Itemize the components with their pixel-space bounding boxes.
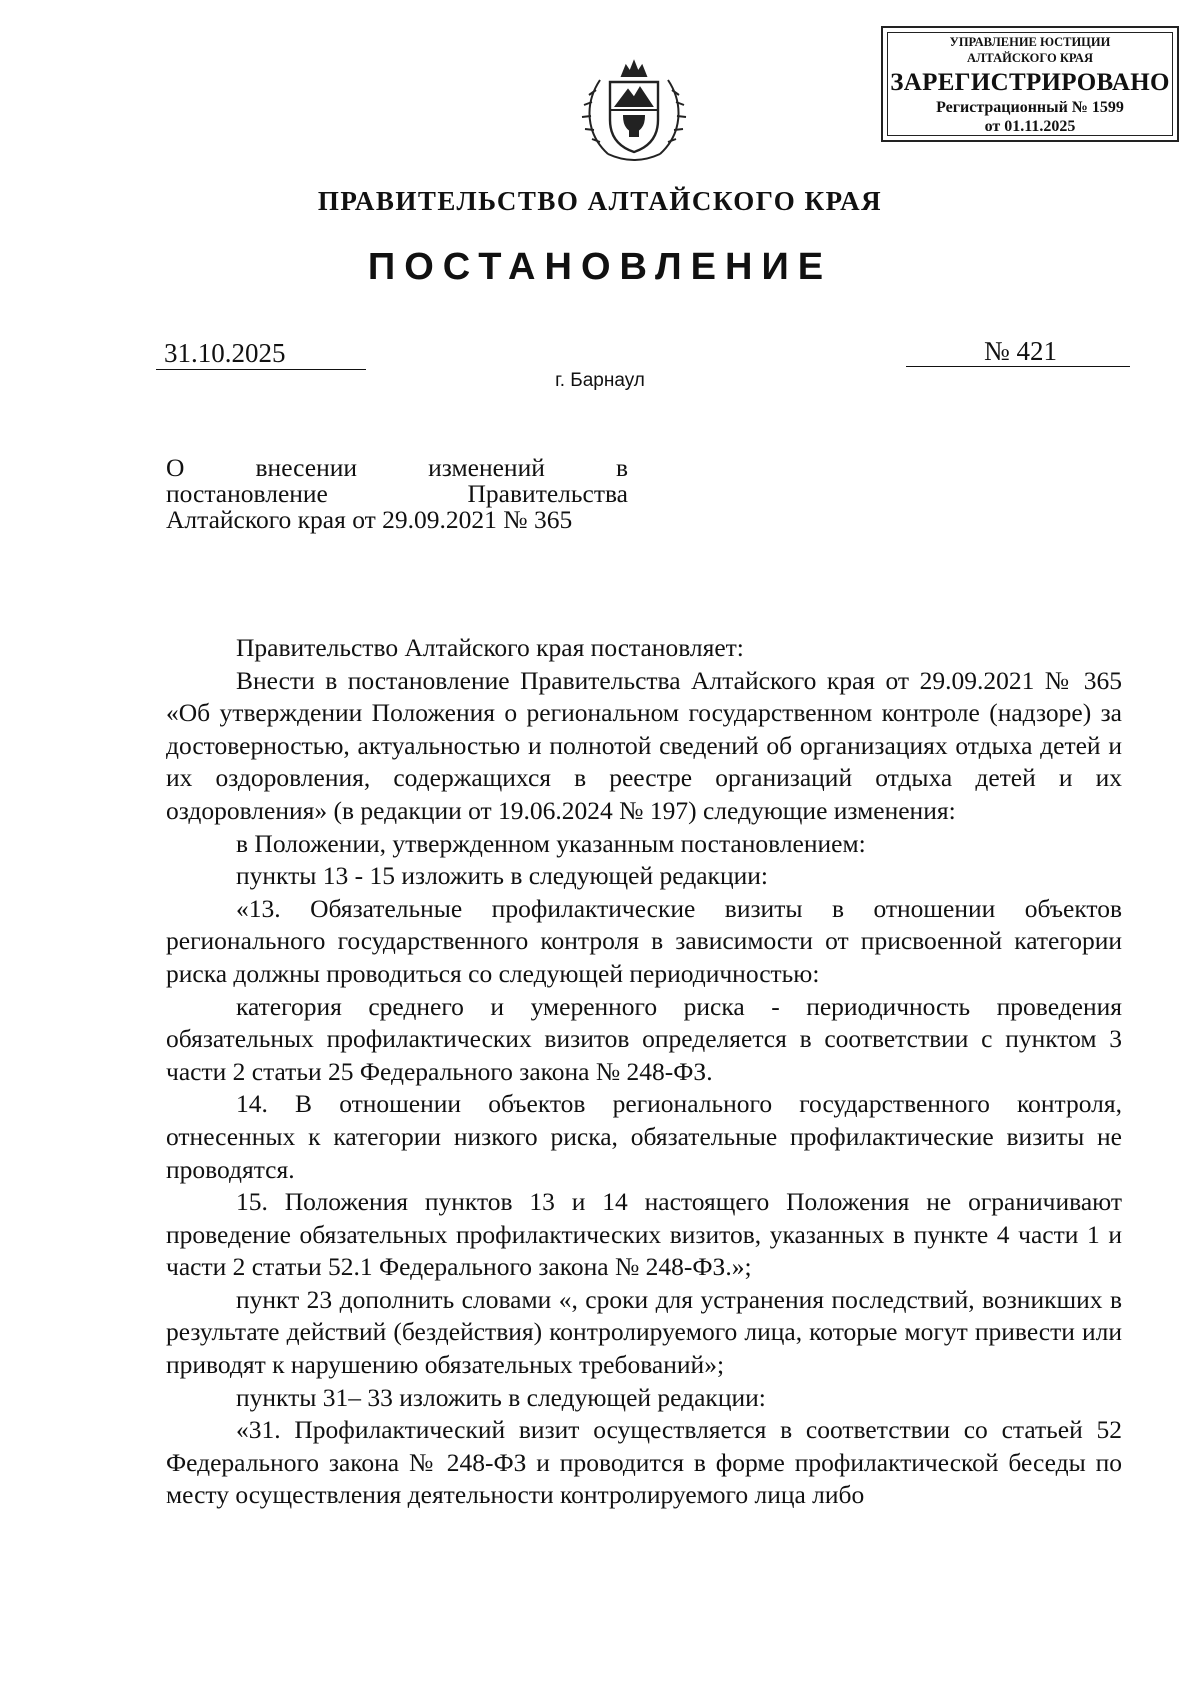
document-body xyxy=(166,632,1122,1512)
document-date: 31.10.2025 xyxy=(164,338,286,368)
government-title: ПРАВИТЕЛЬСТВО АЛТАЙСКОГО КРАЯ xyxy=(317,186,883,216)
body-paragraph: Правительство Алтайского края постановляет: xyxy=(236,633,744,662)
body-paragraph: пункты 31– 33 изложить в следующей редакции: xyxy=(236,1382,766,1412)
body-paragraph: категория среднего и умеренного риска - периодичность проведения обязательных профилактических визитов определяется в соответствии с пунктом 3 части 2 статьи 25 Федерального закона № 248-ФЗ. xyxy=(166,991,1122,1086)
body-paragraph: «13. Обязательные профилактические визиты в отношении объектов регионального государственного контроля в зависимости от присвоенной категории риска должны проводиться со следующей периодичностью: xyxy=(166,893,1122,988)
body-paragraph: пункт 23 дополнить словами «, сроки для устранения последствий, возникших в результате действий (бездействия) контролируемого лица, которые могут привести или приводят к нарушению обязательных требований»; xyxy=(166,1284,1122,1380)
body-paragraph: пункты 13 - 15 изложить в следующей редакции: xyxy=(236,861,768,891)
city: г. Барнаул xyxy=(555,370,645,391)
body-paragraph: 15. Положения пунктов 13 и 14 настоящего Положения не ограничивают проведение обязательных профилактических визитов, указанных в пункте 4 части 1 и части 2 статьи 52.1 Федерального закона № 248-ФЗ.»; xyxy=(166,1187,1122,1282)
number-underline xyxy=(906,366,1130,367)
body-paragraph: 14. В отношении объектов регионального государственного контроля, отнесенных к категории низкого риска, обязательные профилактические визиты не проводятся. xyxy=(166,1089,1122,1184)
stamp-reg-date: от 01.11.2025 xyxy=(984,118,1076,135)
stamp-inner-frame xyxy=(887,32,1173,136)
document-type-title: ПОСТАНОВЛЕНИЕ xyxy=(367,246,833,288)
document-subject xyxy=(166,455,628,533)
registration-stamp xyxy=(881,26,1179,142)
coat-of-arms-icon xyxy=(578,54,690,166)
body-paragraph: Внести в постановление Правительства Алтайского края от 29.09.2021 № 365 «Об утверждении Положения о региональном государственном контроле (надзоре) за достоверностью, актуальностью и полнотой сведений об организациях отдыха детей и их оздоровления, содержащихся в реестре организаций отдыха детей и их оздоровления» (в редакции от 19.06.2024 № 197) следующие изменения: xyxy=(166,665,1122,825)
stamp-status: ЗАРЕГИСТРИРОВАНО xyxy=(890,69,1170,96)
subject-line: О внесении изменений в xyxy=(166,453,628,482)
body-paragraph: в Положении, утвержденном указанным постановлением: xyxy=(236,828,866,858)
subject-line: Алтайского края от 29.09.2021 № 365 xyxy=(166,505,573,534)
stamp-org-line1: УПРАВЛЕНИЕ ЮСТИЦИИ xyxy=(949,35,1111,49)
document-number: № 421 xyxy=(984,336,1058,366)
body-paragraph: «31. Профилактический визит осуществляется в соответствии со статьей 52 Федерального закона № 248-ФЗ и проводится в форме профилактической беседы по месту осуществления деятельности контролируемого лица либо xyxy=(166,1415,1122,1510)
stamp-org-line2: АЛТАЙСКОГО КРАЯ xyxy=(967,51,1093,65)
subject-line: постановление Правительства xyxy=(166,479,628,508)
stamp-reg-number: Регистрационный № 1599 xyxy=(936,99,1124,116)
